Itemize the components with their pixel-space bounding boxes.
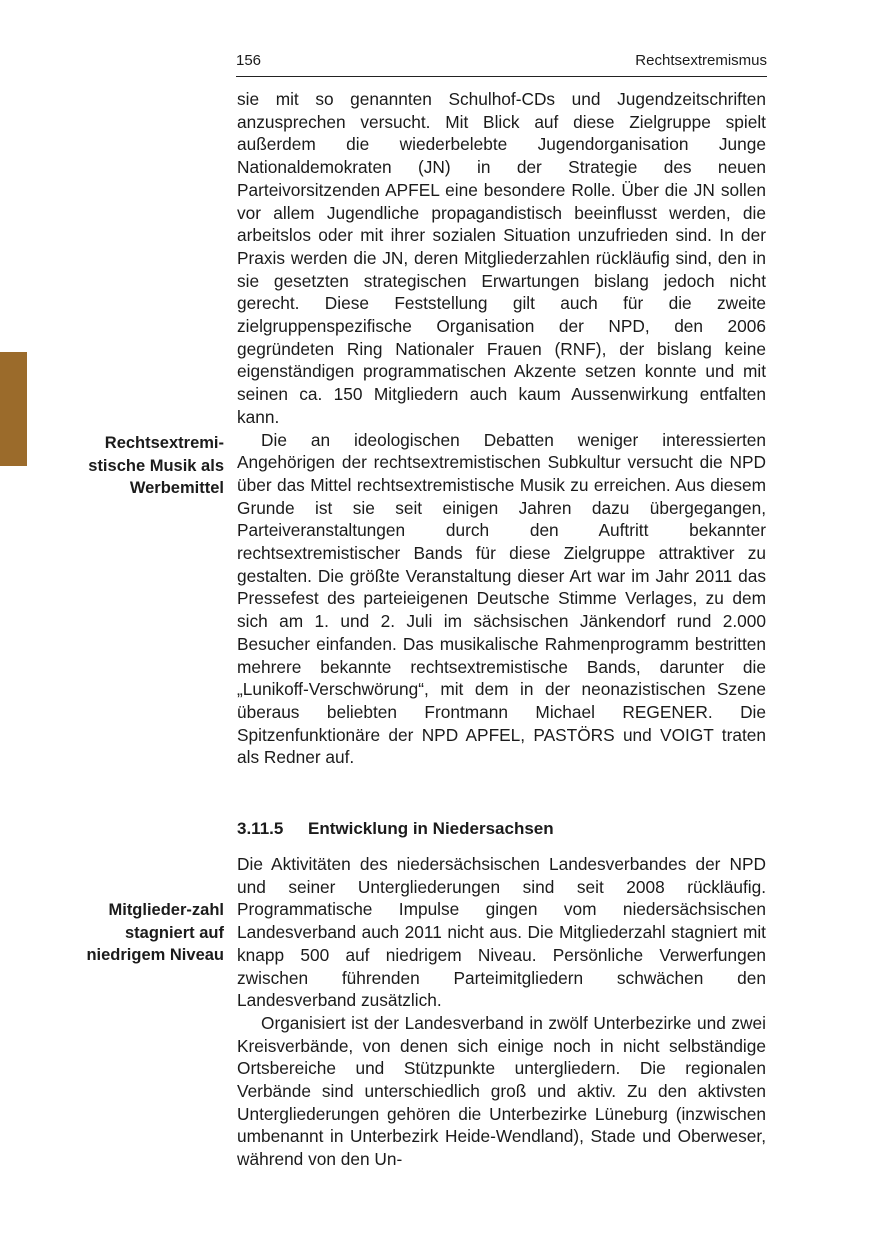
chapter-thumb-tab	[0, 352, 27, 466]
page-number: 156	[236, 52, 262, 69]
paragraph-1: sie mit so genannten Schulhof-CDs und Jugendzeitschriften anzusprechen versucht. Mit Blick auf diese Zielgruppe spielt außerdem die wiederbelebte Jugendorganisation Junge Nationaldemokraten (JN) in der Strategie des neuen Parteivorsitzenden APFEL eine besondere Rolle. Über die JN sollen vor allem Jugendliche propagandistisch beeinflusst werden, die arbeitslos oder mit ihrer sozialen Situation unzufrieden sind. In der Praxis werden die JN, deren Mitgliederzahlen rückläufig sind, den in sie gesetzten strategischen Erwartungen bislang jedoch nicht gerecht. Diese Feststellung gilt auch für die zweite zielgruppenspezifische Organisation der NPD, den 2006 gegründeten Ring Nationaler Frauen (RNF), der bislang keine eigenständigen programmatischen Akzente setzen konnte und mit seinen ca. 150 Mitgliedern auch kaum Aussenwirkung entfalten kann.	[237, 89, 766, 427]
page-header	[236, 52, 767, 77]
paragraph-4: Organisiert ist der Landesverband in zwölf Unterbezirke und zwei Kreisverbände, von denen sich einige noch in nicht selbständige Ortsbereiche und Stützpunkte untergliedern. Die regionalen Verbände sind unterschiedlich groß und aktiv. Zu den aktivsten Untergliederungen gehören die Unterbezirke Lüneburg (inzwischen umbenannt in Unterbezirk Heide-Wendland), Stade und Oberweser, während von den Un-	[237, 1012, 766, 1170]
running-title: Rechtsextremismus	[635, 52, 767, 69]
margin-note-music: Rechtsextremi-stische Musik als Werbemittel	[88, 434, 224, 498]
paragraph-2: Die an ideologischen Debatten weniger interessierten Angehörigen der rechtsextremistischen Subkultur versucht die NPD über das Mittel rechtsextremistische Musik zu erreichen. Aus diesem Grunde ist sie seit einigen Jahren dazu übergegangen, Parteiveranstaltungen durch den Auftritt bekannter rechtsextremistischer Bands für diese Zielgruppe attraktiver zu gestalten. Die größte Veranstaltung dieser Art war im Jahr 2011 das Pressefest des parteieigenen Deutsche Stimme Verlages, zu dem sich am 1. und 2. Juli im sächsischen Jänkendorf rund 2.000 Besucher einfanden. Das musikalische Rahmenprogramm bestritten mehrere bekannte rechtsextremistische Bands, darunter die „Lunikoff-Verschwörung“, mit dem in der neonazistischen Szene überaus beliebten Frontmann Michael REGENER. Die Spitzenfunktionäre der NPD APFEL, PASTÖRS und VOIGT traten als Redner auf.	[237, 429, 766, 768]
section-title: Entwicklung in Niedersachsen	[308, 819, 554, 838]
margin-note-members: Mitglieder-zahl stagniert auf niedrigem Niveau	[86, 901, 224, 965]
section-heading	[237, 819, 554, 839]
body-text-bottom	[237, 853, 766, 1171]
body-text-top	[237, 88, 766, 769]
paragraph-3: Die Aktivitäten des niedersächsischen Landesverbandes der NPD und seiner Untergliederungen sind seit 2008 rückläufig. Programmatische Impulse gingen vom niedersächsischen Landesverband auch 2011 nicht aus. Die Mitgliederzahl stagniert mit knapp 500 auf niedrigem Niveau. Persönliche Verwerfungen zwischen führenden Parteimitgliedern schwächen den Landesverband zusätzlich.	[237, 854, 766, 1011]
section-number: 3.11.5	[237, 819, 284, 838]
